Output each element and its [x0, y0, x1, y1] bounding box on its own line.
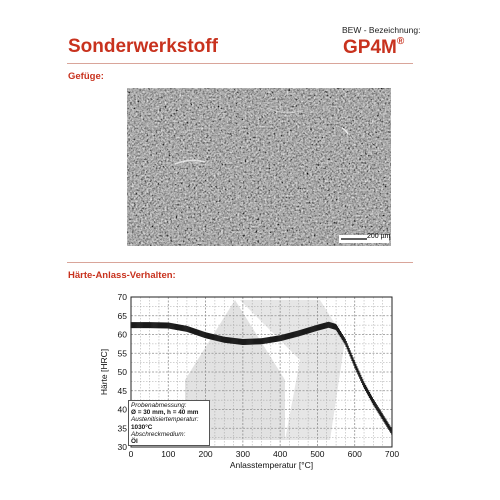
designation-label: BEW - Bezeichnung:: [342, 25, 421, 35]
y-tick-label: 30: [117, 442, 127, 452]
x-tick-label: 700: [384, 449, 400, 459]
x-tick-label: 400: [273, 449, 288, 459]
y-tick-label: 45: [117, 385, 127, 396]
y-tick-label: 70: [117, 292, 127, 302]
legend-line-5: Abschreckmedium:: [131, 430, 186, 438]
section-title-hardness: Härte-Anlass-Verhalten:: [68, 270, 176, 281]
test-conditions-legend: [128, 400, 210, 446]
y-tick-label: 60: [117, 329, 127, 340]
legend-line-6: Öl: [131, 438, 138, 446]
section-title-microstructure: Gefüge:: [68, 71, 104, 82]
legend-line-3: Austenitisiertemperatur:: [131, 416, 199, 424]
y-axis-label: Härte [HRC]: [99, 348, 109, 396]
legend-line-1: Probenabmessung:: [131, 402, 187, 409]
x-axis-label: Anlasstemperatur [°C]: [229, 460, 314, 470]
legend-line-2: Ø = 30 mm, h = 40 mm: [131, 409, 199, 417]
x-tick-label: 300: [235, 449, 250, 459]
registered-mark: ®: [396, 36, 405, 47]
x-tick-label: 0: [128, 449, 134, 459]
x-tick-label: 100: [161, 449, 176, 459]
legend-line-4: 1030°C: [131, 423, 153, 431]
x-tick-label: 200: [198, 449, 213, 459]
designation-code-text: GP4M: [343, 37, 397, 58]
y-tick-label: 40: [117, 404, 127, 415]
scale-bar-label: 200 µm: [367, 233, 391, 240]
x-tick-label: 500: [310, 449, 325, 459]
y-tick-label: 55: [117, 348, 127, 359]
y-tick-label: 65: [117, 310, 127, 321]
x-tick-label: 600: [347, 449, 362, 459]
document-title: Sonderwerkstoff: [68, 36, 218, 57]
y-tick-label: 50: [117, 367, 127, 377]
y-tick-label: 35: [117, 423, 127, 434]
